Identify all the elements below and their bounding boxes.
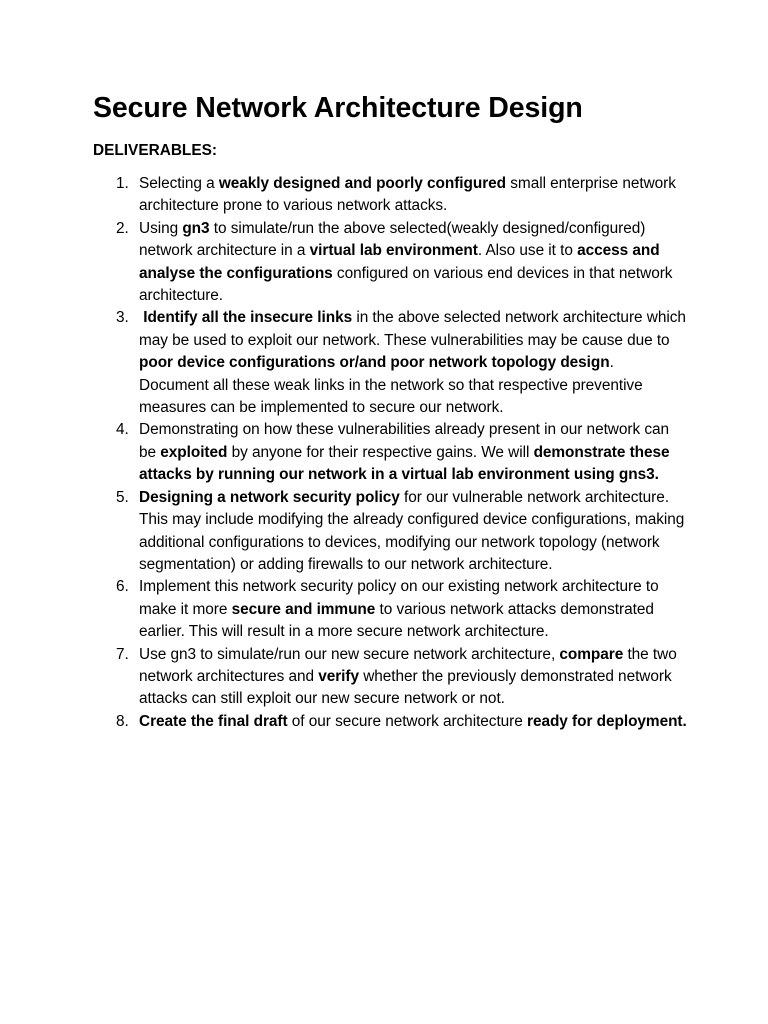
deliverable-item [0,487,690,577]
item-text: Implement this network security policy on our existing network architecture to make it more secure and immune to various network attacks demonstrated earlier. This will result in a more secure network architecture. [139,578,659,641]
document-title: Secure Network Architecture Design [93,92,583,124]
item-number: 1. [116,175,129,192]
deliverable-item [0,644,690,711]
deliverable-item [0,218,690,308]
item-text: Selecting a weakly designed and poorly configured small enterprise network architecture prone to various network attacks. [139,175,676,215]
item-number: 2. [116,219,129,237]
item-text: Identify all the insecure links in the above selected network architecture which may be used to exploit our network. These vulnerabilities may be cause due to poor device configurations or/and poor network topology design. Document all these weak links in the network so that respective preventive measures can be implemented to secure our network. [139,309,691,417]
deliverables-heading: DELIVERABLES: [93,142,217,159]
item-number: 3. [116,309,129,327]
item-number: 5. [116,488,129,506]
item-text: Use gn3 to simulate/run our new secure network architecture, compare the two network architectures and verify whether the previously demonstrated network attacks can still exploit our new secure network or not. [139,645,677,708]
deliverable-item [0,419,690,486]
item-text: Demonstrating on how these vulnerabilities already present in our network can be exploited by anyone for their respective gains. We will demonstrate these attacks by running our network in a virtual lab environment using gns3. [139,421,670,484]
item-text: Using gn3 to simulate/run the above selected(weakly designed/configured) network architecture in a virtual lab environment. Also use it to access and analyse the configurations configured on various end devices in that network architecture. [139,219,673,305]
item-text: Create the final draft of our secure network architecture ready for deployment. [139,712,687,730]
deliverables-list [0,173,690,733]
deliverable-item [0,173,690,218]
deliverable-item [0,576,690,643]
deliverable-item [0,711,690,733]
item-number: 7. [116,645,129,663]
item-number: 6. [116,578,129,596]
deliverable-item [0,307,690,419]
item-number: 4. [116,421,129,439]
item-number: 8. [116,712,129,730]
item-text: Designing a network security policy for our vulnerable network architecture. This may include modifying the already configured device configurations, making additional configurations to devices, modifying our network topology (network segmentation) or adding firewalls to our network architecture. [139,488,685,573]
